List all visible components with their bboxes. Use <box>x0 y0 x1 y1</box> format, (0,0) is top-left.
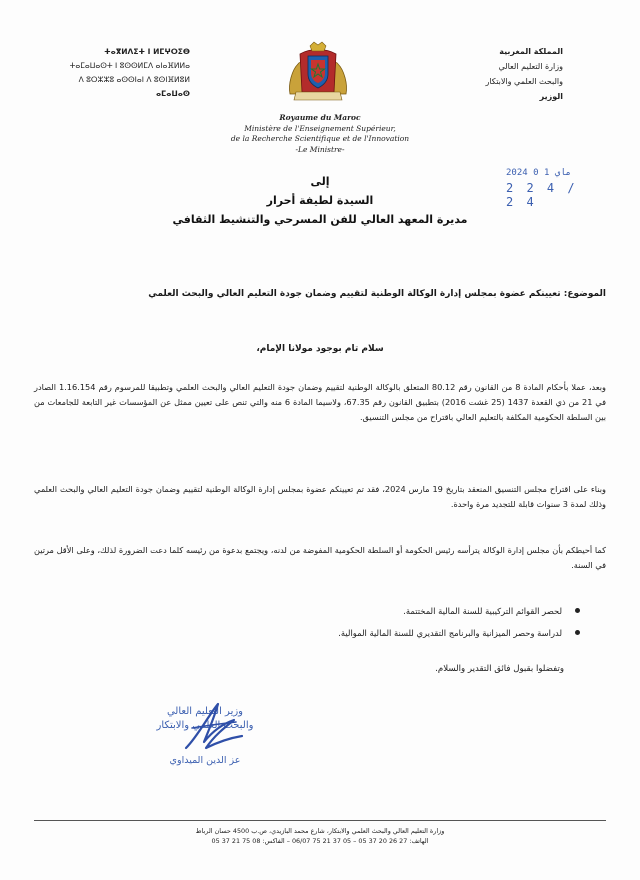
arabic-header <box>448 44 563 104</box>
french-header <box>190 113 450 155</box>
royal-emblem-icon <box>284 40 352 104</box>
bullet-list <box>34 600 586 644</box>
tifinagh-line: ⵜⴰⵎⴰⵡⴰⵙⵜ ⵏ ⵓⵙⵙⵍⵎⴷ ⴰⵏⴰⴼⵍⵍⴰ <box>69 61 190 70</box>
recipient-block <box>150 172 490 229</box>
stamp-date: 2024 ماي 1 0 <box>506 168 572 178</box>
letter-closing: وتفضلوا بقبول فائق التقدير والسلام. <box>435 664 564 674</box>
recipient-to: إلى <box>310 175 330 188</box>
signatory-name: عز الدين الميداوي <box>169 755 241 766</box>
tifinagh-line: ⴷ ⵓⵔⵣⵣⵓ ⴰⵙⵙⵏⴰⵏ ⴷ ⵓⵙⵏⴼⵍⵓⵍ <box>78 75 190 84</box>
signature-title-line: وزير التعليم العالي <box>166 706 244 717</box>
tifinagh-line: ⴰⵎⴰⵡⴰⵙ <box>155 89 190 98</box>
tifinagh-header <box>40 45 190 101</box>
recipient-title: مديرة المعهد العالي للفن المسرحي والتنشيط الثقافي <box>172 213 468 226</box>
letter-paragraph: وبناء على اقتراح مجلس التنسيق المنعقد بتاريخ 19 مارس 2024، فقد تم تعيينكم عضوة بمجلس إدارة الوكالة الوطنية لتقييم وضمان جودة التعليم العالي والبحث العلمي وذلك لمدة 3 سنوات قابلة للتجديد مرة واحدة. <box>34 484 606 509</box>
letter-subject: الموضوع: تعيينكم عضوة بمجلس إدارة الوكالة الوطنية لتقييم وضمان جودة التعليم العالي والبحث العلمي <box>148 289 606 299</box>
list-item: لحصر القوائم التركيبية للسنة المالية المختتمة. <box>34 600 586 622</box>
arabic-header-line: وزارة التعليم العالي <box>498 62 563 71</box>
list-item: لدراسة وحصر الميزانية والبرنامج التقديري للسنة المالية الموالية. <box>34 622 586 644</box>
arabic-header-line: والبحث العلمي والابتكار <box>485 77 563 86</box>
footer <box>34 826 606 846</box>
date-stamp <box>506 168 586 209</box>
french-header-line: Royaume du Maroc <box>279 113 361 122</box>
tifinagh-line: ⵜⴰⴳⵍⴷⵉⵜ ⵏ ⵍⵎⵖⵔⵉⴱ <box>104 47 190 56</box>
french-header-line: de la Recherche Scientifique et de l'Innovation <box>230 134 410 143</box>
arabic-header-line: الوزير <box>539 92 563 101</box>
handwritten-signature-icon <box>178 698 248 756</box>
french-header-line: -Le Ministre- <box>295 144 345 154</box>
letter-greeting: سلام تام بوجود مولانا الإمام، <box>256 344 384 354</box>
arabic-header-line: المملكة المغربية <box>499 47 563 56</box>
stamp-number: 2 2 4 / 2 4 <box>506 181 578 209</box>
footer-address: وزارة التعليم العالي والبحث العلمي والابتكار، شارع محمد البازيدي، ص.ب 4500 حسان الرباط <box>195 827 445 835</box>
footer-divider <box>34 820 606 821</box>
footer-phones: الهاتف: 27 26 20 37 05 – 05 37 21 75 06/07 – الفاكس: 08 75 21 37 05 <box>211 837 429 845</box>
letter-paragraph: كما أحيطكم بأن مجلس إدارة الوكالة يترأسه رئيس الحكومة أو السلطة الحكومية المفوضة من لدنه، ويجتمع بدعوة من رئيسه كلما دعت الضرورة لذلك، وعلى الأقل مرتين في السنة. <box>34 545 606 570</box>
recipient-name: السيدة لطيفة أحرار <box>266 194 374 207</box>
french-header-line: Ministère de l'Enseignement Supérieur, <box>244 123 396 133</box>
signature-title-line: والبحث العلمي والابتكار <box>156 720 254 731</box>
letter-paragraph: وبعد، عملا بأحكام المادة 8 من القانون رقم 80.12 المتعلق بالوكالة الوطنية لتقييم وضمان جودة التعليم العالي والبحث العلمي وتطبيقا للمرسوم رقم 1.16.154 الصادر في 21 من ذي القعدة 1437 (25 غشت 2016) بتطبيق القانون رقم 67.35، ولاسيما المادة 6 منه والتي تنص على تعيين ممثل عن المؤسسات غير التابعة للجامعات من بين السلطة الحكومية المكلفة بالتعليم العالي باقتراح من مجلس التنسيق. <box>34 382 607 422</box>
